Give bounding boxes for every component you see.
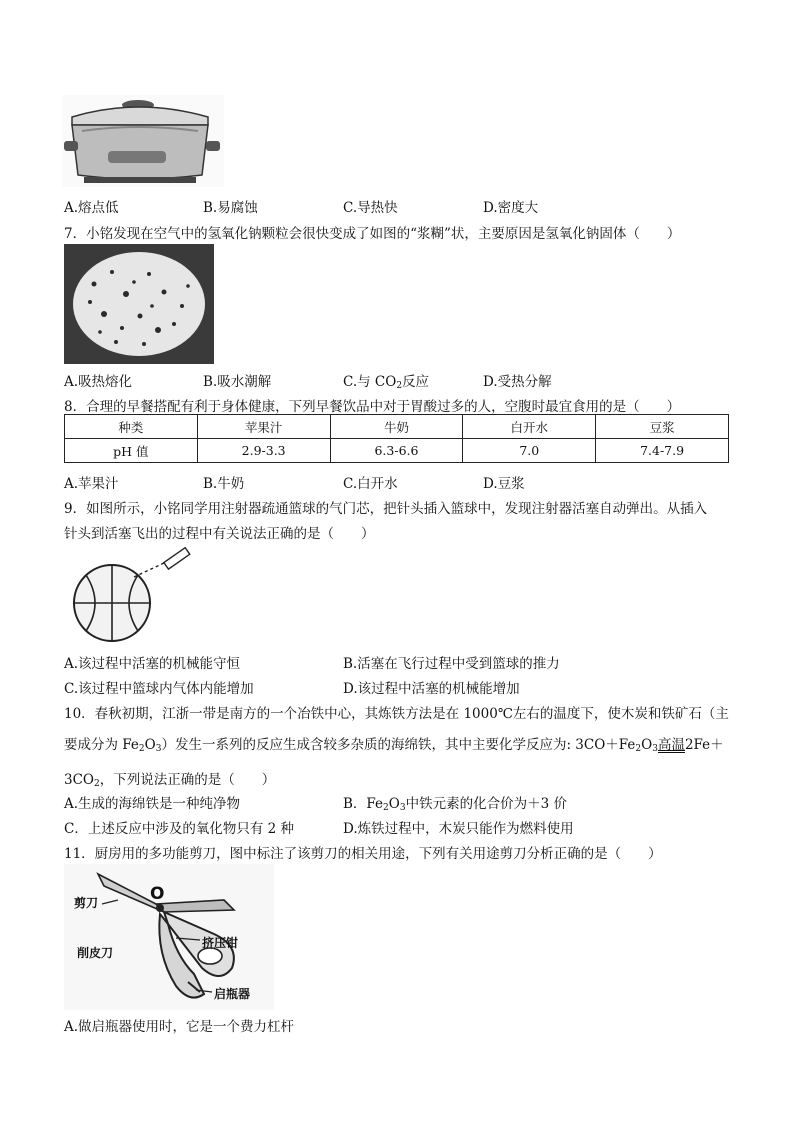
q9-option-c[interactable]: C.该过程中篮球内气体内能增加 [64, 681, 254, 697]
label-pivot-o: O [150, 884, 165, 904]
q9-option-d[interactable]: D.该过程中活塞的机械能增加 [343, 681, 520, 697]
table-cell: pH 值 [65, 439, 198, 463]
hot-pot-figure [62, 95, 224, 187]
q7-stem: 7．小铭发现在空气中的氢氧化钠颗粒会很快变成了如图的“浆糊”状，主要原因是氢氧化钠固体（ ） [64, 226, 681, 242]
q10-option-d[interactable]: D.炼铁过程中，木炭只能作为燃料使用 [343, 821, 574, 837]
label-scissors: 剪刀 [74, 896, 99, 910]
q6-option-b[interactable]: B.易腐蚀 [203, 200, 258, 216]
ph-table [64, 414, 729, 463]
q9-option-a[interactable]: A.该过程中活塞的机械能守恒 [64, 656, 241, 672]
sodium-hydroxide-figure [64, 244, 214, 364]
q10-line3: $3CO_2$，下列说法正确的是（ ） [64, 772, 276, 789]
reaction-condition: 高温 [657, 737, 685, 753]
q6-option-a[interactable]: A.熔点低 [64, 200, 119, 216]
q8-option-a[interactable]: A.苹果汁 [64, 476, 119, 492]
q11-stem: 11．厨房用的多功能剪刀，图中标注了该剪刀的相关用途，下列有关用途剪刀分析正确的是（ ） [64, 846, 662, 862]
q6-option-c[interactable]: C.导热快 [343, 200, 398, 216]
q10-option-b[interactable]: B．$Fe_2O_3$中铁元素的化合价为＋3 价 [343, 796, 567, 813]
q10-option-c[interactable]: C．上述反应中涉及的氧化物只有 2 种 [64, 821, 295, 837]
table-cell: 种类 [65, 415, 198, 439]
q7-option-a[interactable]: A.吸热熔化 [64, 374, 133, 390]
q10-line2: 要成分为 $Fe_2O_3$）发生一系列的反应生成含较多杂质的海绵铁，其中主要化学反应为: $3CO+Fe_2O_3$高温2Fe＋ [64, 737, 724, 754]
q9-option-b[interactable]: B.活塞在飞行过程中受到篮球的推力 [343, 656, 560, 672]
basketball-syringe-figure [64, 545, 204, 645]
q7-option-c[interactable]: C.与 $CO_2$反应 [343, 374, 430, 391]
ph-table-header [65, 415, 729, 439]
q10-option-a[interactable]: A.生成的海绵铁是一种纯净物 [64, 796, 241, 812]
label-bottle-opener: 启瓶器 [214, 987, 251, 1001]
q6-option-d[interactable]: D.密度大 [483, 200, 539, 216]
q10-line1: 10．春秋初期，江浙一带是南方的一个冶铁中心，其炼铁方法是在 1000℃左右的温度下，使木炭和铁矿石（主 [64, 706, 729, 722]
q7-option-d[interactable]: D.受热分解 [483, 374, 552, 390]
table-cell: 2.9-3.3 [197, 439, 330, 463]
table-cell: 苹果汁 [197, 415, 330, 439]
q9-stem-line1: 9．如图所示，小铭同学用注射器疏通篮球的气门芯，把针头插入篮球中，发现注射器活塞自动弹出。从插入 [64, 501, 708, 517]
q7-option-b[interactable]: B.吸水潮解 [203, 374, 272, 390]
q11-option-a[interactable]: A.做启瓶器使用时，它是一个费力杠杆 [64, 1019, 295, 1035]
q8-option-d[interactable]: D.豆浆 [483, 476, 525, 492]
q8-option-b[interactable]: B.牛奶 [203, 476, 245, 492]
q9-stem-line2: 针头到活塞飞出的过程中有关说法正确的是（ ） [64, 526, 375, 542]
table-cell: 7.4-7.9 [596, 439, 729, 463]
table-cell: 7.0 [463, 439, 596, 463]
ph-table-row [65, 439, 729, 463]
table-cell: 6.3-6.6 [330, 439, 463, 463]
label-squeezer: 挤压钳 [202, 936, 239, 950]
q8-option-c[interactable]: C.白开水 [343, 476, 398, 492]
label-peeler: 削皮刀 [77, 946, 114, 960]
table-cell: 牛奶 [330, 415, 463, 439]
table-cell: 白开水 [463, 415, 596, 439]
q8-stem: 8．合理的早餐搭配有利于身体健康，下列早餐饮品中对于胃酸过多的人，空腹时最宜食用的是（ ） [64, 399, 681, 415]
table-cell: 豆浆 [596, 415, 729, 439]
